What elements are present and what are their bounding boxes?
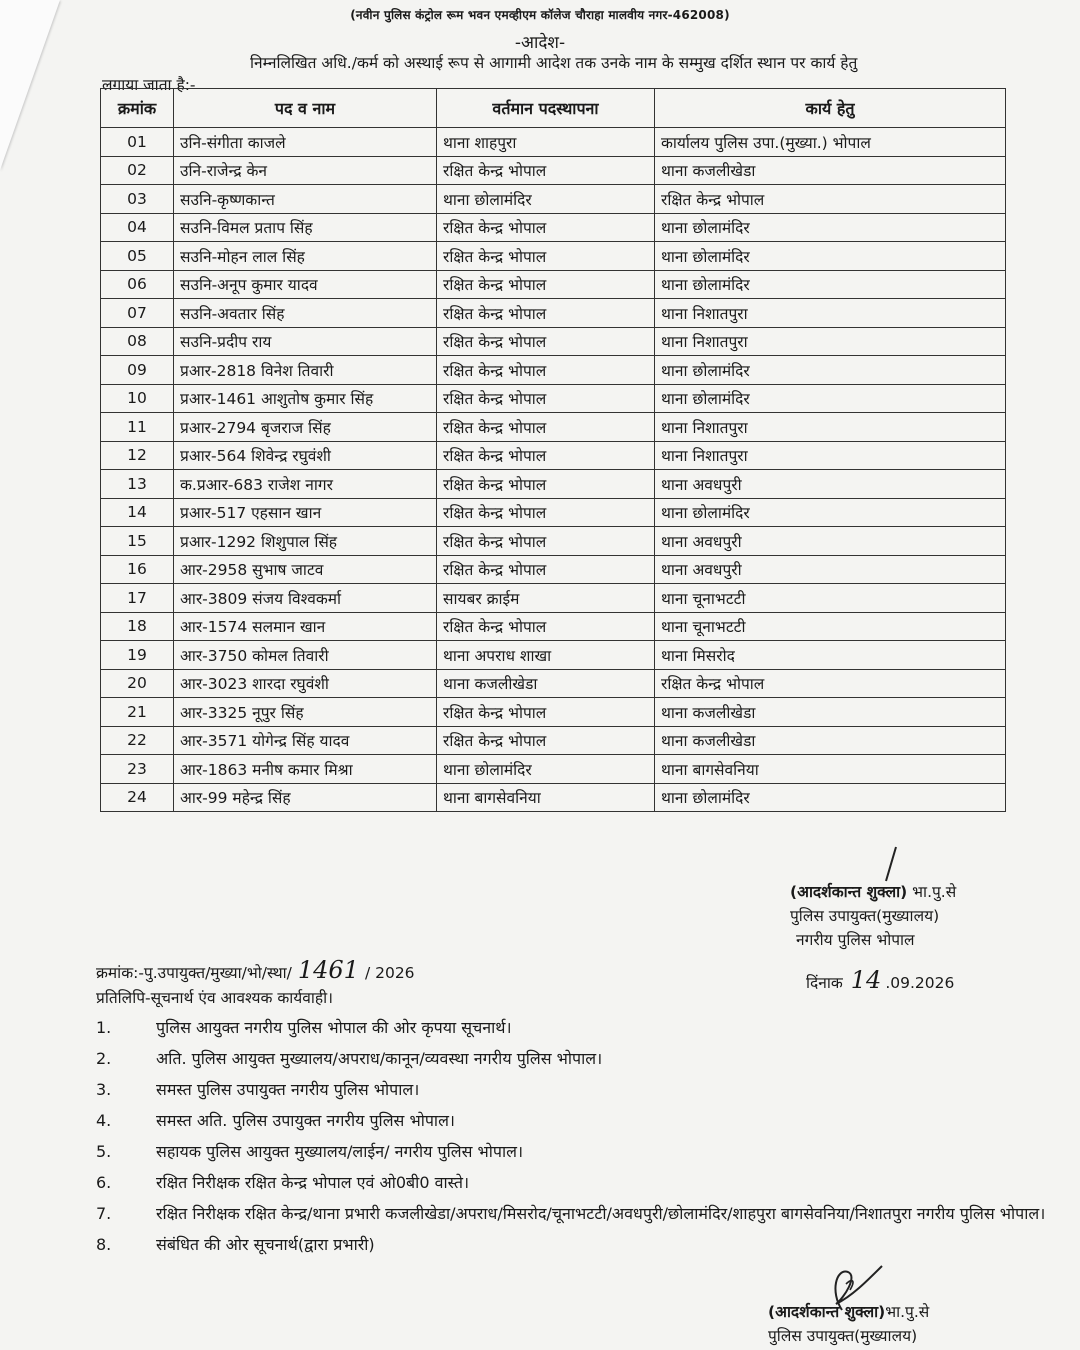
cell-current-posting: थाना अपराध शाखा [437,641,655,670]
copy-to-line: प्रतिलिपि-सूचनार्थ एंव आवश्यक कार्यवाही। [96,989,334,1007]
cell-name: प्रआर-2818 विनेश तिवारी [174,356,437,385]
table-row [101,726,1006,755]
table-row [101,384,1006,413]
cell-current-posting: थाना बागसेवनिया [437,783,655,812]
cell-current-posting: रक्षित केन्द्र भोपाल [437,156,655,185]
table-row [101,669,1006,698]
signatory-office: नगरीय पुलिस भोपाल [796,931,915,949]
cell-assigned-to: कार्यालय पुलिस उपा.(मुख्या.) भोपाल [655,128,1006,157]
cell-serial: 01 [101,128,174,157]
list-item-text: पुलिस आयुक्त नगरीय पुलिस भोपाल की ओर कृपया सूचनार्थ। [156,1018,512,1037]
cell-name: क.प्रआर-683 राजेश नागर [174,470,437,499]
list-item-number: 4. [96,1111,112,1130]
cell-current-posting: रक्षित केन्द्र भोपाल [437,698,655,727]
table-row [101,213,1006,242]
cell-serial: 14 [101,498,174,527]
cell-name: उनि-राजेन्द्र केन [174,156,437,185]
cell-serial: 12 [101,441,174,470]
header-assigned-to: कार्य हेतु [655,89,1006,128]
cell-current-posting: रक्षित केन्द्र भोपाल [437,413,655,442]
intro-line-1: निम्नलिखित अधि./कर्म को अस्थाई रूप से आगामी आदेश तक उनके नाम के सम्मुख दर्शित स्थान पर कार्य हेतु [250,54,858,72]
cell-serial: 18 [101,612,174,641]
cell-serial: 06 [101,270,174,299]
cell-name: प्रआर-564 शिवेन्द्र रघुवंशी [174,441,437,470]
cell-name: आर-99 महेन्द्र सिंह [174,783,437,812]
cell-name: आर-1574 सलमान खान [174,612,437,641]
signatory-designation: पुलिस उपायुक्त(मुख्यालय) [790,907,940,925]
table-row [101,498,1006,527]
cell-assigned-to: थाना अवधपुरी [655,527,1006,556]
table-body [101,128,1006,812]
cell-serial: 15 [101,527,174,556]
reference-number [96,956,415,984]
table-row [101,128,1006,157]
cell-assigned-to: थाना चूनाभटटी [655,612,1006,641]
header-serial: क्रमांक [101,89,174,128]
cell-current-posting: रक्षित केन्द्र भोपाल [437,242,655,271]
cell-current-posting: रक्षित केन्द्र भोपाल [437,470,655,499]
table-row [101,783,1006,812]
table-row [101,470,1006,499]
cell-assigned-to: थाना छोलामंदिर [655,213,1006,242]
list-item-text: सहायक पुलिस आयुक्त मुख्यालय/लाईन/ नगरीय पुलिस भोपाल। [156,1142,524,1161]
cell-name: आर-3750 कोमल तिवारी [174,641,437,670]
cell-name: सउनि-कृष्णकान्त [174,185,437,214]
cell-serial: 04 [101,213,174,242]
cell-serial: 09 [101,356,174,385]
list-item [96,1171,1056,1195]
transfer-table [100,88,1006,812]
list-item [96,1109,1056,1133]
header-current-posting: वर्तमान पदस्थापना [437,89,655,128]
table-row [101,242,1006,271]
list-item-number: 1. [96,1018,112,1037]
intro-line-2: लगाया जाता है:- [102,76,196,94]
list-item [96,1016,1056,1040]
cell-name: सउनि-प्रदीप राय [174,327,437,356]
cell-name: आर-3809 संजय विश्वकर्मा [174,584,437,613]
cell-assigned-to: थाना कजलीखेडा [655,156,1006,185]
cell-current-posting: थाना छोलामंदिर [437,755,655,784]
cell-assigned-to: थाना मिसरोद [655,641,1006,670]
table-row [101,356,1006,385]
cell-serial: 11 [101,413,174,442]
list-item-number: 2. [96,1049,112,1068]
cell-current-posting: रक्षित केन्द्र भोपाल [437,441,655,470]
cell-assigned-to: रक्षित केन्द्र भोपाल [655,669,1006,698]
reference-handwritten-number: 1461 [297,956,359,984]
table-row [101,612,1006,641]
signatory-name-bottom: (आदर्शकान्त शुक्ला) [768,1303,886,1321]
cell-current-posting: रक्षित केन्द्र भोपाल [437,327,655,356]
list-item [96,1078,1056,1102]
cell-name: सउनि-अनूप कुमार यादव [174,270,437,299]
list-item [96,1140,1056,1164]
cell-name: प्रआर-2794 बृजराज सिंह [174,413,437,442]
list-item [96,1047,1056,1071]
cell-assigned-to: थाना अवधपुरी [655,470,1006,499]
cell-current-posting: थाना शाहपुरा [437,128,655,157]
table-row [101,156,1006,185]
cell-current-posting: रक्षित केन्द्र भोपाल [437,356,655,385]
list-item-number: 8. [96,1235,112,1254]
header-name: पद व नाम [174,89,437,128]
cell-assigned-to: थाना निशातपुरा [655,299,1006,328]
copy-recipients-list [96,1016,1056,1264]
table-row [101,641,1006,670]
cell-name: सउनि-विमल प्रताप सिंह [174,213,437,242]
cell-assigned-to: थाना कजलीखेडा [655,698,1006,727]
table-row [101,441,1006,470]
cell-assigned-to: थाना कजलीखेडा [655,726,1006,755]
list-item-number: 5. [96,1142,112,1161]
cell-assigned-to: थाना छोलामंदिर [655,242,1006,271]
table-row [101,698,1006,727]
cell-serial: 16 [101,555,174,584]
cell-serial: 23 [101,755,174,784]
cell-serial: 07 [101,299,174,328]
cell-assigned-to: थाना चूनाभटटी [655,584,1006,613]
cell-assigned-to: थाना निशातपुरा [655,413,1006,442]
table-row [101,299,1006,328]
cell-serial: 22 [101,726,174,755]
cell-current-posting: थाना कजलीखेडा [437,669,655,698]
cell-name: प्रआर-517 एहसान खान [174,498,437,527]
cell-current-posting: रक्षित केन्द्र भोपाल [437,384,655,413]
list-item-text: संबंधित की ओर सूचनार्थ(द्वारा प्रभारी) [156,1235,375,1254]
cell-current-posting: रक्षित केन्द्र भोपाल [437,213,655,242]
cell-serial: 13 [101,470,174,499]
cell-name: आर-2958 सुभाष जाटव [174,555,437,584]
table-row [101,185,1006,214]
cell-serial: 19 [101,641,174,670]
cell-serial: 08 [101,327,174,356]
cell-name: उनि-संगीता काजले [174,128,437,157]
cell-serial: 21 [101,698,174,727]
list-item-text: समस्त पुलिस उपायुक्त नगरीय पुलिस भोपाल। [156,1080,420,1099]
cell-assigned-to: थाना छोलामंदिर [655,498,1006,527]
cell-serial: 02 [101,156,174,185]
date-label: दिंनाक [806,974,843,992]
cell-current-posting: रक्षित केन्द्र भोपाल [437,299,655,328]
reference-prefix: क्रमांक:-पु.उपायुक्त/मुख्या/भो/स्था/ [96,964,292,982]
cell-current-posting: थाना छोलामंदिर [437,185,655,214]
cell-name: आर-3023 शारदा रघुवंशी [174,669,437,698]
cell-serial: 24 [101,783,174,812]
table-row [101,270,1006,299]
cell-assigned-to: थाना छोलामंदिर [655,384,1006,413]
date-month-year: .09.2026 [885,974,955,992]
signature-block-top [790,880,956,952]
cell-name: आर-3325 नूपुर सिंह [174,698,437,727]
cell-assigned-to: थाना बागसेवनिया [655,755,1006,784]
signatory-name: (आदर्शकान्त शुक्ला) [790,883,908,901]
signatory-service-bottom: भा.पु.से [885,1303,930,1321]
cell-current-posting: सायबर क्राईम [437,584,655,613]
table-row [101,327,1006,356]
list-item-text: समस्त अति. पुलिस उपायुक्त नगरीय पुलिस भोपाल। [156,1111,455,1130]
cell-name: आर-1863 मनीष कमार मिश्रा [174,755,437,784]
cell-assigned-to: थाना निशातपुरा [655,441,1006,470]
date-handwritten-day: 14 [850,966,882,994]
cell-assigned-to: थाना छोलामंदिर [655,356,1006,385]
list-item-number: 6. [96,1173,112,1192]
list-item [96,1233,1056,1257]
cell-name: आर-3571 योगेन्द्र सिंह यादव [174,726,437,755]
signatory-service: भा.पु.से [912,883,957,901]
cell-serial: 17 [101,584,174,613]
table-header-row [101,89,1006,128]
order-title: -आदेश- [514,33,566,53]
cell-current-posting: रक्षित केन्द्र भोपाल [437,726,655,755]
cell-current-posting: रक्षित केन्द्र भोपाल [437,498,655,527]
list-item [96,1202,1056,1226]
signatory-designation-bottom: पुलिस उपायुक्त(मुख्यालय) [768,1327,918,1345]
cell-serial: 10 [101,384,174,413]
cell-name: प्रआर-1461 आशुतोष कुमार सिंह [174,384,437,413]
signature-stroke [880,845,900,885]
list-item-text: रक्षित निरीक्षक रक्षित केन्द्र/थाना प्रभारी कजलीखेडा/अपराध/मिसरोद/चूनाभटटी/अवधपुरी/छोलामंदिर/शाहपुरा बागसेवनिया/निशातपुरा नगरीय पुलिस भोपाल। [156,1204,1046,1223]
table-row [101,527,1006,556]
table-row [101,755,1006,784]
list-item-number: 7. [96,1204,112,1223]
cell-serial: 20 [101,669,174,698]
cell-name: सउनि-मोहन लाल सिंह [174,242,437,271]
cell-current-posting: रक्षित केन्द्र भोपाल [437,527,655,556]
cell-assigned-to: रक्षित केन्द्र भोपाल [655,185,1006,214]
table-row [101,413,1006,442]
paper-corner-fold [0,0,60,170]
list-item-text: रक्षित निरीक्षक रक्षित केन्द्र भोपाल एवं ओ0बी0 वास्ते। [156,1173,470,1192]
cell-assigned-to: थाना अवधपुरी [655,555,1006,584]
cell-assigned-to: थाना छोलामंदिर [655,270,1006,299]
cell-assigned-to: थाना छोलामंदिर [655,783,1006,812]
table-row [101,584,1006,613]
signature-block-bottom [768,1300,929,1348]
cell-name: सउनि-अवतार सिंह [174,299,437,328]
cell-current-posting: रक्षित केन्द्र भोपाल [437,612,655,641]
cell-name: प्रआर-1292 शिशुपाल सिंह [174,527,437,556]
office-address: (नवीन पुलिस कंट्रोल रूम भवन एमव्हीएम कॉलेज चौराहा मालवीय नगर-462008) [350,8,730,22]
cell-serial: 05 [101,242,174,271]
cell-assigned-to: थाना निशातपुरा [655,327,1006,356]
cell-current-posting: रक्षित केन्द्र भोपाल [437,270,655,299]
cell-serial: 03 [101,185,174,214]
order-date [806,966,954,994]
reference-year: / 2026 [364,964,415,982]
list-item-text: अति. पुलिस आयुक्त मुख्यालय/अपराध/कानून/व्यवस्था नगरीय पुलिस भोपाल। [156,1049,603,1068]
list-item-number: 3. [96,1080,112,1099]
table-row [101,555,1006,584]
cell-current-posting: रक्षित केन्द्र भोपाल [437,555,655,584]
